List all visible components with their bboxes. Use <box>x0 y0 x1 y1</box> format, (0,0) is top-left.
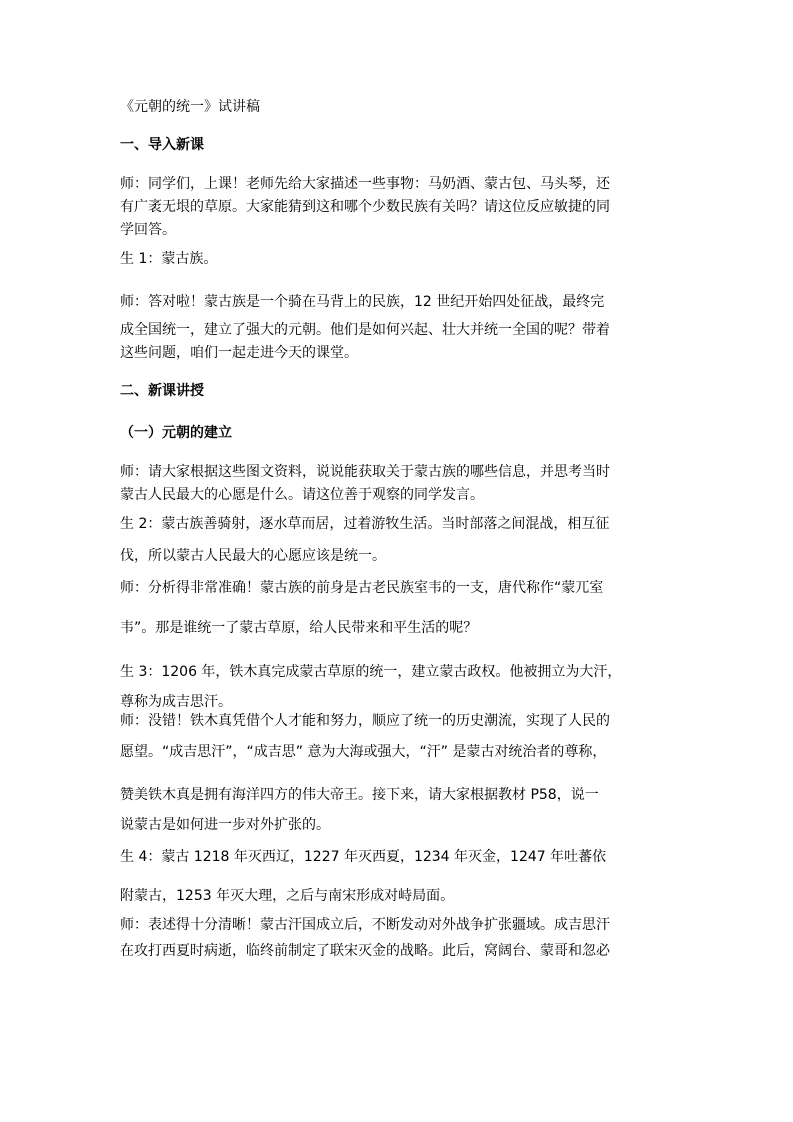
paragraph-line: 伐，所以蒙古人民最大的心愿应该是统一。 <box>120 548 386 564</box>
paragraph-line: 生 3：1206 年，铁木真完成蒙古草原的统一，建立蒙古政权。他被拥立为大汗， <box>120 664 622 680</box>
paragraph-line: 师：答对啦！蒙古族是一个骑在马背上的民族，12 世纪开始四处征战，最终完 <box>120 294 605 310</box>
paragraph-line: 在攻打西夏时病逝，临终前制定了联宋灭金的战略。此后，窝阔台、蒙哥和忽必 <box>120 943 610 959</box>
paragraph-line: 学回答。 <box>120 222 176 238</box>
paragraph-line: 师：没错！铁木真凭借个人才能和努力，顺应了统一的历史潮流，实现了人民的 <box>120 713 610 729</box>
paragraph-line: 生 1：蒙古族。 <box>120 251 218 267</box>
section-heading-intro: 一、导入新课 <box>120 137 204 153</box>
paragraph-line: 师：表述得十分清晰！蒙古汗国成立后，不断发动对外战争扩张疆域。成吉思汗 <box>120 917 610 933</box>
paragraph-line: 生 4：蒙古 1218 年灭西辽，1227 年灭西夏，1234 年灭金，1247 年吐蕃依 <box>120 849 607 865</box>
paragraph-line: 师：请大家根据这些图文资料，说说能获取关于蒙古族的哪些信息，并思考当时 <box>120 464 610 480</box>
paragraph-line: 成全国统一，建立了强大的元朝。他们是如何兴起、壮大并统一全国的呢？带着 <box>120 322 610 338</box>
paragraph-line: 师：分析得非常准确！蒙古族的前身是古老民族室韦的一支，唐代称作“蒙兀室 <box>120 580 604 596</box>
section-heading-lecture: 二、新课讲授 <box>120 383 204 399</box>
paragraph-line: 说蒙古是如何进一步对外扩张的。 <box>120 817 330 833</box>
document-title: 《元朝的统一》试讲稿 <box>120 99 260 115</box>
paragraph-line: 蒙古人民最大的心愿是什么。请这位善于观察的同学发言。 <box>120 487 484 503</box>
paragraph-line: 韦”。那是谁统一了蒙古草原，给人民带来和平生活的呢？ <box>120 620 478 636</box>
paragraph-line: 有广袤无垠的草原。大家能猜到这和哪个少数民族有关吗？请这位反应敏捷的同 <box>120 199 610 215</box>
paragraph-line: 愿望。“成吉思汗”，“成吉思” 意为大海或强大，“汗” 是蒙古对统治者的尊称， <box>120 744 607 760</box>
paragraph-line: 赞美铁木真是拥有海洋四方的伟大帝王。接下来，请大家根据教材 P58，说一 <box>120 787 599 803</box>
paragraph-line: 尊称为成吉思汗。 <box>120 694 232 710</box>
paragraph-line: 师：同学们，上课！老师先给大家描述一些事物：马奶酒、蒙古包、马头琴，还 <box>120 176 610 192</box>
subsection-heading: （一）元朝的建立 <box>120 425 232 441</box>
paragraph-line: 附蒙古，1253 年灭大理，之后与南宋形成对峙局面。 <box>120 888 455 904</box>
paragraph-line: 这些问题，咱们一起走进今天的课堂。 <box>120 345 358 361</box>
paragraph-line: 生 2：蒙古族善骑射，逐水草而居，过着游牧生活。当时部落之间混战，相互征 <box>120 516 610 532</box>
